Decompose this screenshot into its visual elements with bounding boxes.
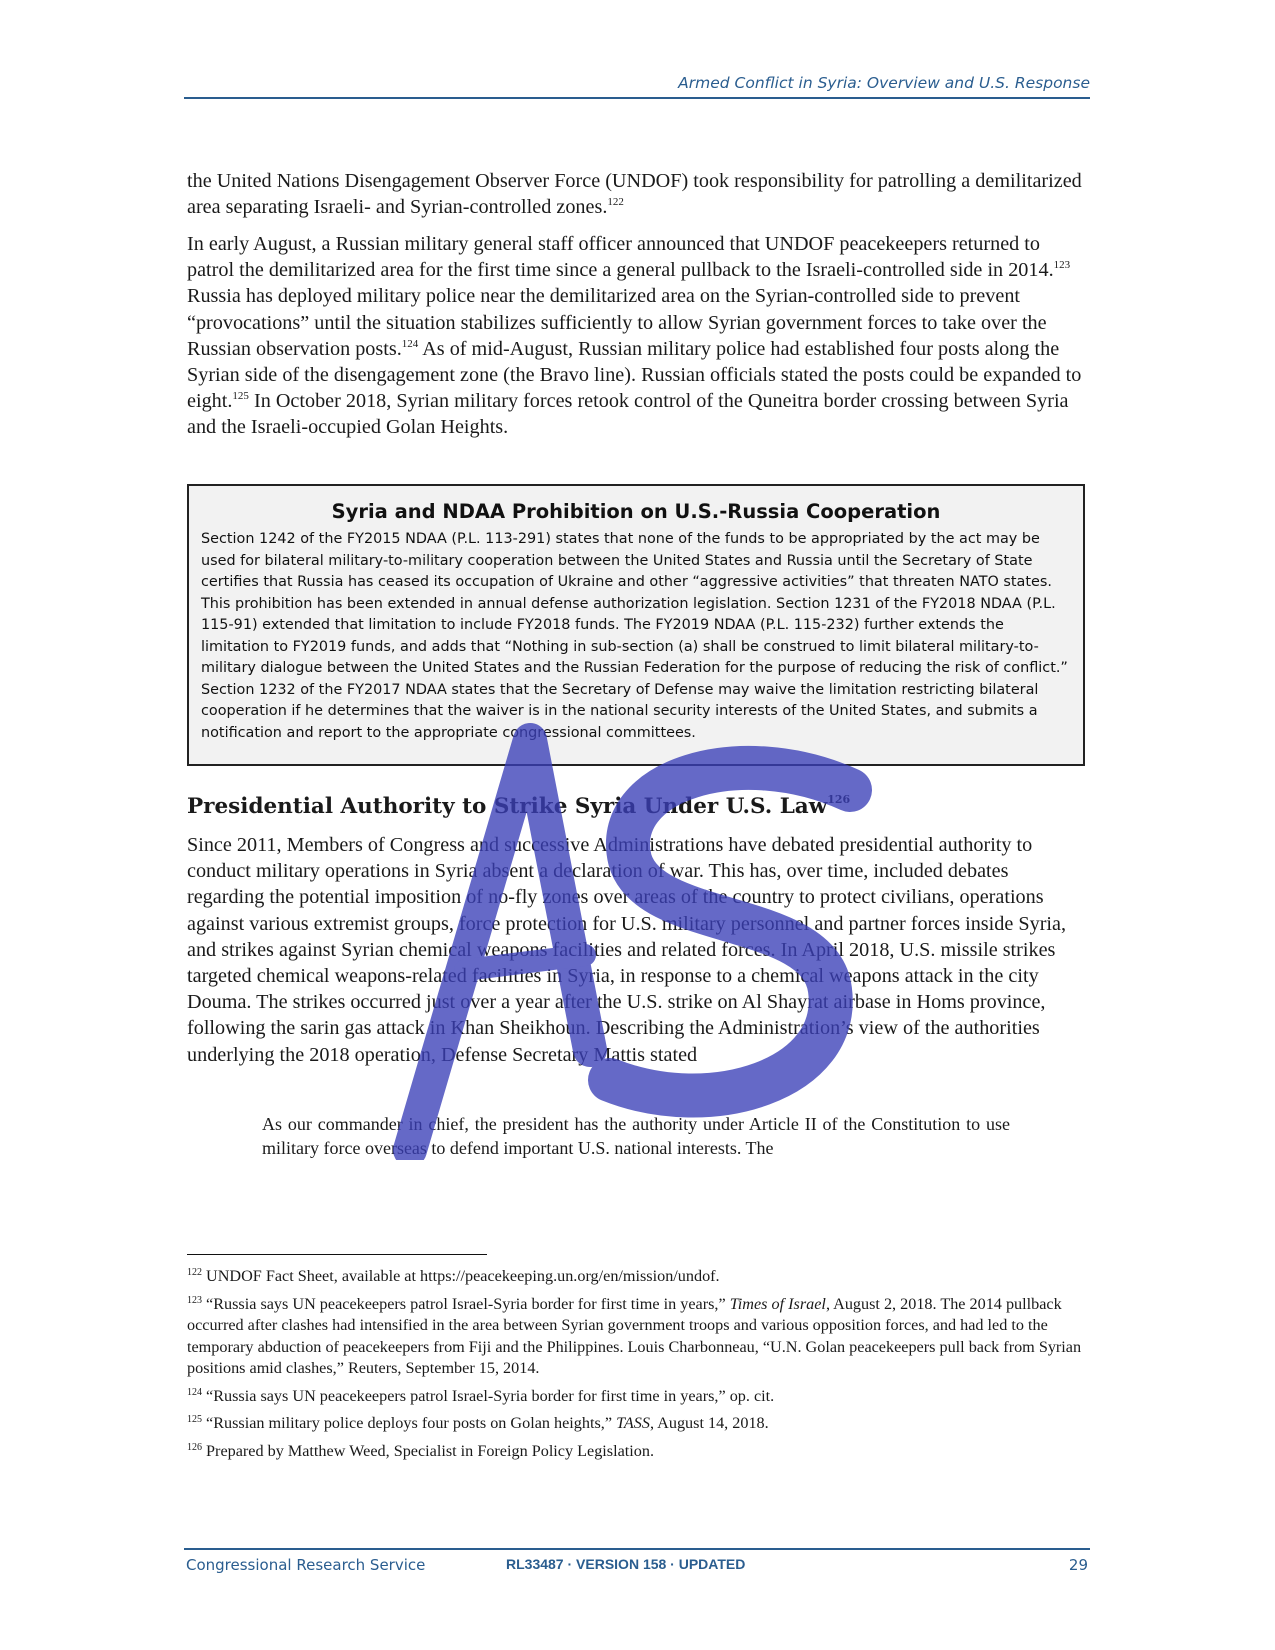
footnote-number: 126	[187, 1441, 202, 1453]
footnote-text: “Russian military police deploys four posts on Golan heights,”	[206, 1414, 617, 1432]
paragraph-2-text-a: In early August, a Russian military general staff officer announced that UNDOF peacekeepers returned to patrol the demilitarized area for the first time since a general pullback to the Israeli-controlled side in 2014.	[187, 233, 1054, 282]
running-header	[184, 74, 1090, 99]
section-heading-text: Presidential Authority to Strike Syria Under U.S. Law	[187, 794, 828, 819]
page-footer	[184, 1548, 1090, 1574]
footnote-text: Prepared by Matthew Weed, Specialist in Foreign Policy Legislation.	[206, 1441, 655, 1460]
footnotes	[187, 1266, 1087, 1468]
paragraph-1	[187, 168, 1087, 220]
footnote-ref-126[interactable]: 126	[827, 793, 851, 806]
footnote-122	[187, 1266, 1087, 1288]
footnote-publication: Times of Israel	[729, 1294, 826, 1313]
paragraph-2-text-d: In October 2018, Syrian military forces retook control of the Quneitra border crossing between Syria and the Israeli-occupied Golan Heights.	[187, 390, 1069, 439]
footnote-text-cont: , August 14, 2018.	[649, 1414, 769, 1432]
footnote-divider	[187, 1254, 487, 1255]
paragraph-2-text-c: As of mid-August, Russian military police had established four posts along the Syrian side of the disengagement zone (the Bravo line). Russian officials stated the posts could be expanded to eight.	[187, 337, 1082, 413]
sidebar-box	[187, 484, 1085, 766]
footer-report-id: RL33487 · VERSION 158 · UPDATED	[506, 1556, 746, 1572]
footer-publisher: Congressional Research Service	[186, 1556, 426, 1574]
footnote-ref-122[interactable]: 122	[607, 196, 624, 209]
paragraph-2-text-b: Russia has deployed military police near the demilitarized area on the Syrian-controlled side to prevent “provocations” until the situation stabilizes sufficiently to allow Syrian government forces to take over the Russian observation posts.	[187, 285, 1047, 360]
footnote-number: 123	[187, 1294, 202, 1306]
footnote-ref-123[interactable]: 123	[1053, 259, 1071, 272]
footnote-ref-124[interactable]: 124	[401, 337, 419, 350]
footnote-number: 125	[187, 1414, 202, 1425]
block-quote: As our commander in chief, the president has the authority under Article II of the Constitution to use military force overseas to defend important U.S. national interests. The	[262, 1114, 1010, 1158]
footnote-126	[187, 1441, 1087, 1463]
section-heading	[187, 794, 850, 819]
footnote-124	[187, 1386, 1087, 1408]
footnote-publication: TASS	[616, 1414, 650, 1432]
footer-page-number: 29	[1068, 1556, 1088, 1574]
sidebar-title: Syria and NDAA Prohibition on U.S.-Russia Cooperation	[331, 500, 941, 523]
section-paragraph: Since 2011, Members of Congress and successive Administrations have debated presidential authority to conduct military operations in Syria absent a declaration of war. This has, over time, included debates regarding the potential imposition of no-fly zones over areas of the country to protect civilians, operations against various extremist groups, force protection for U.S. military personnel and partner forces inside Syria, and strikes against Syrian chemical weapons facilities and related forces. In April 2018, U.S. missile strikes targeted chemical weapons-related facilities in Syria, in response to a chemical weapons attack in the city Douma. The strikes occurred just over a year after the U.S. strike on Al Shayrat airbase in Homs province, following the sarin gas attack in Khan Sheikhoun. Describing the Administration’s view of the authorities underlying the 2018 operation, Defense Secretary Mattis stated	[187, 834, 1067, 1066]
footnote-125	[187, 1413, 1087, 1435]
footnote-text: “Russia says UN peacekeepers patrol Israel-Syria border for first time in years,”	[206, 1294, 730, 1313]
running-title: Armed Conflict in Syria: Overview and U.S. Response	[678, 74, 1090, 92]
footnote-number: 122	[187, 1267, 202, 1278]
footnote-123	[187, 1294, 1087, 1380]
sidebar-body: Section 1242 of the FY2015 NDAA (P.L. 113-291) states that none of the funds to be appropriated by the act may be used for bilateral military-to-military cooperation between the United States and Russia until the Secretary of State certifies that Russia has ceased its occupation of Ukraine and other “aggressive activities” that threaten NATO states. This prohibition has been extended in annual defense authorization legislation. Section 1231 of the FY2018 NDAA (P.L. 115-91) extended that limitation to include FY2018 funds. The FY2019 NDAA (P.L. 115-232) further extends the limitation to FY2019 funds, and adds that “Nothing in sub-section (a) shall be construed to limit bilateral military-to-military dialogue between the United States and the Russian Federation for the purpose of reducing the risk of conflict.” Section 1232 of the FY2017 NDAA states that the Secretary of Defense may waive the limitation restricting bilateral cooperation if he determines that the waiver is in the national security interests of the United States, and submits a notification and report to the appropriate congressional committees.	[201, 531, 1068, 741]
paragraph-2	[187, 231, 1087, 441]
footnote-text: UNDOF Fact Sheet, available at https://peacekeeping.un.org/en/mission/undof.	[206, 1267, 720, 1285]
footnote-number: 124	[187, 1386, 202, 1398]
paragraph-1-text: the United Nations Disengagement Observer Force (UNDOF) took responsibility for patrolling a demilitarized area separating Israeli- and Syrian-controlled zones.	[187, 170, 1082, 219]
footnote-ref-125[interactable]: 125	[232, 390, 249, 403]
footnote-text: “Russia says UN peacekeepers patrol Israel-Syria border for first time in years,” op. cit.	[206, 1386, 775, 1405]
footnote-text-cont: , August 2, 2018. The 2014 pullback occurred after clashes had intensified in the area between Syrian government troops and various opposition forces, and had led to the temporary abduction of peacekeepers from Fiji and the Philippines. Louis Charbonneau, “U.N. Golan peacekeepers pull back from Syrian positions amid clashes,” Reuters, September 15, 2014.	[187, 1294, 1082, 1377]
